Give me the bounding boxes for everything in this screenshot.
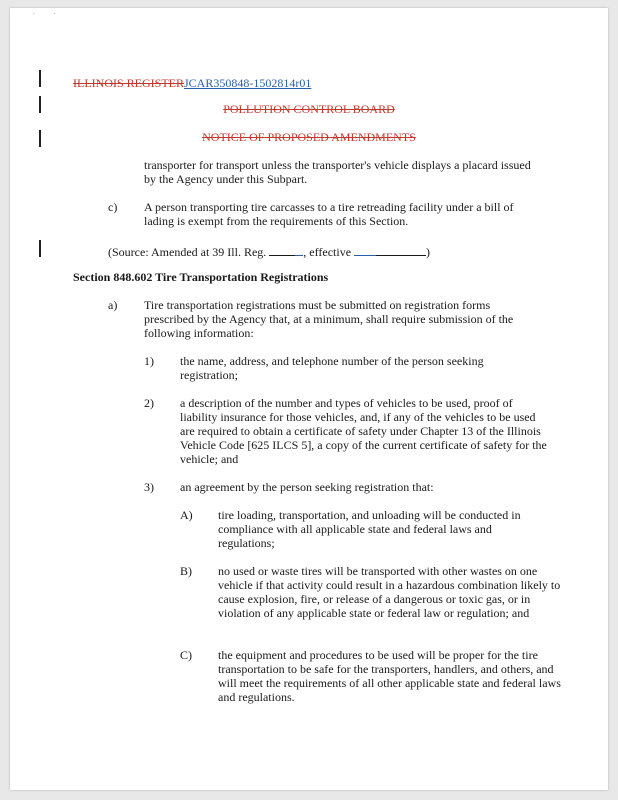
- reg-page-blank: [269, 244, 295, 256]
- change-bar: [39, 240, 41, 257]
- document-page: [10, 8, 608, 790]
- item-a-text: Tire transportation registrations must be submitted on registration forms prescribed by the Agency that, at a minimum, shall require submission of the following information:: [144, 298, 514, 340]
- register-inserted: JCAR350848-1502814r01: [184, 76, 312, 90]
- item-a-label: a): [108, 298, 118, 312]
- item-1-label: 1): [144, 354, 154, 368]
- source-prefix: (Source: Amended at 39 Ill. Reg.: [108, 245, 267, 259]
- item-1-text: the name, address, and telephone number of the person seeking registration;: [180, 354, 484, 382]
- item-2-text: a description of the number and types of vehicles to be used, proof of liability insurance for those vehicles, and, if any of the vehicles to be used are required to obtain a certificate of safety under Chapter 13 of the Illinois Vehicle Code [625 ILCS 5], a copy of the current certificate of safety for the vehicle; and: [180, 396, 547, 466]
- subitem-a-text: tire loading, transportation, and unloading will be conducted in compliance with all applicable state and federal laws and regulations;: [218, 508, 521, 550]
- scan-artifact: ˙ ˙: [32, 12, 57, 23]
- notice-title: [10, 130, 608, 144]
- source-effective: , effective: [303, 245, 352, 259]
- effective-date-blank: [376, 244, 426, 256]
- subitem-c-label: C): [180, 648, 192, 662]
- subitem-b-text: no used or waste tires will be transported with other wastes on one vehicle if that activity could result in a hazardous combination likely to cause explosion, fire, or release of a dangerous or toxic gas, or in violation of any applicable state or federal law or regulation; and: [218, 564, 561, 620]
- register-header: [73, 76, 311, 90]
- subitem-c-text: the equipment and procedures to be used will be proper for the tire transportation to be safe for the transporters, handlers, and others, and will meet the requirements of all other applicable state and federal laws and regulations.: [218, 648, 561, 704]
- subitem-b-label: B): [180, 564, 192, 578]
- subitem-a-label: A): [180, 508, 193, 522]
- item-c-text: A person transporting tire carcasses to a tire retreading facility under a bill of lading is exempt from the requirements of this Section.: [144, 200, 514, 228]
- board-title: [10, 102, 608, 116]
- effective-date-blank-ins: [354, 244, 376, 256]
- item-2-label: 2): [144, 396, 154, 410]
- notice-text: NOTICE OF PROPOSED AMENDMENTS: [202, 130, 416, 144]
- item-3-label: 3): [144, 480, 154, 494]
- board-name: POLLUTION CONTROL BOARD: [223, 102, 395, 116]
- change-bar: [39, 70, 41, 87]
- section-heading: Section 848.602 Tire Transportation Registrations: [73, 270, 329, 284]
- item-3-text: an agreement by the person seeking registration that:: [180, 480, 434, 494]
- item-c-label: c): [108, 200, 118, 214]
- register-deleted: ILLINOIS REGISTER: [73, 76, 184, 90]
- source-suffix: ): [426, 245, 431, 259]
- source-note: [108, 244, 548, 259]
- continuation-paragraph: transporter for transport unless the transporter's vehicle displays a placard issued by the Agency under this Subpart.: [144, 158, 531, 186]
